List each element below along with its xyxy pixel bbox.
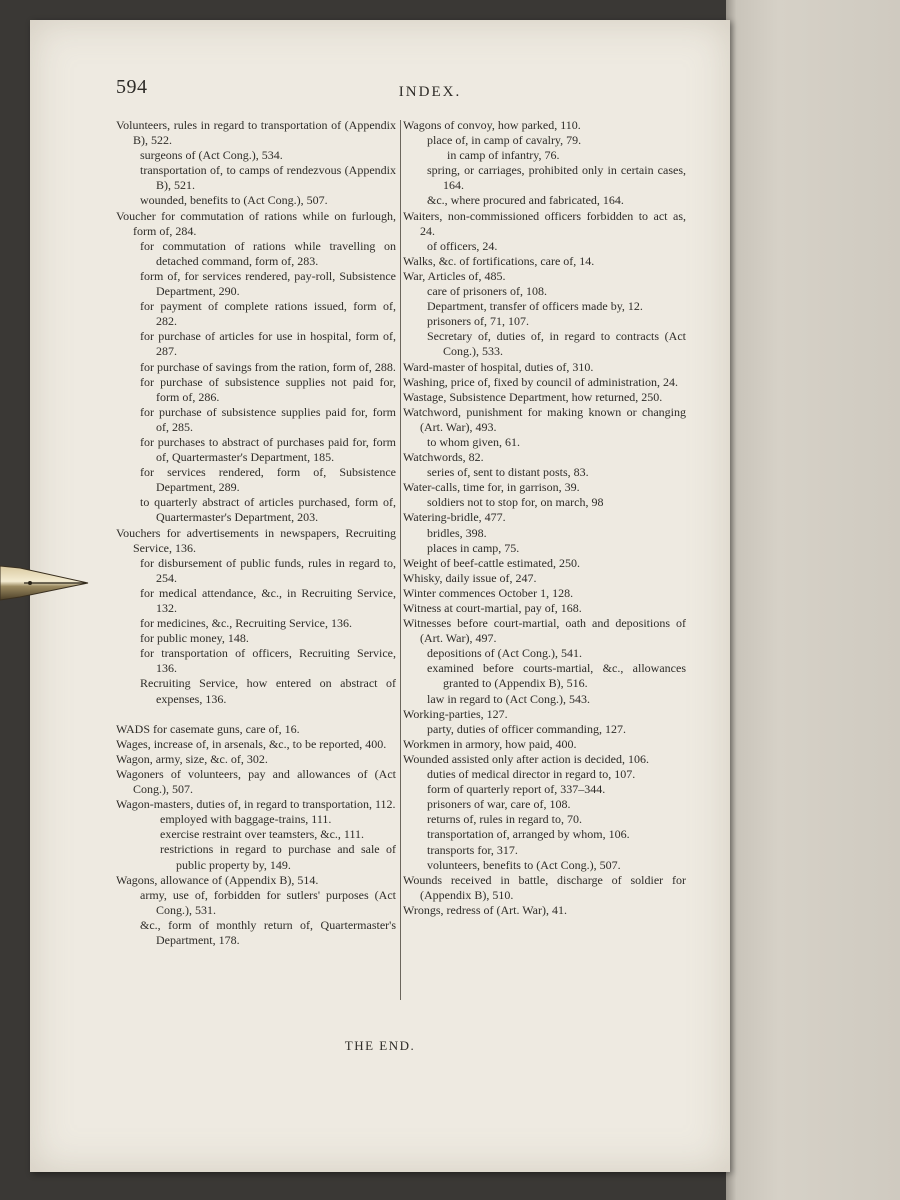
index-subentry: to whom given, 61. <box>427 434 520 449</box>
index-entry: Vouchers for advertisements in newspapers, Recruiting Service, 136. <box>116 525 396 555</box>
index-subentry: place of, in camp of cavalry, 79. <box>427 133 582 148</box>
index-subentry: for medicines, &c., Recruiting Service, 136. <box>140 616 352 631</box>
index-subentry: Secretary of, duties of, in regard to contracts (Act Cong.), 533. <box>427 329 686 359</box>
index-entry: Witness at court-martial, pay of, 168. <box>403 601 582 615</box>
index-subentry: transportation of, arranged by whom, 106. <box>427 827 630 842</box>
index-entry: Wounded assisted only after action is decided, 106. <box>403 751 649 766</box>
index-entry: Wagons of convoy, how parked, 110. <box>403 118 581 132</box>
index-entry: Witnesses before court-martial, oath and depositions of (Art. War), 497. <box>403 616 686 646</box>
index-entry: Washing, price of, fixed by council of administration, 24. <box>403 374 678 389</box>
index-entry: Wages, increase of, in arsenals, &c., to be reported, 400. <box>116 736 387 751</box>
index-subentry: form of, for services rendered, pay-roll, Subsistence Department, 290. <box>140 268 396 299</box>
index-entry: Volunteers, rules in regard to transportation of (Appendix B), 522. <box>116 118 396 148</box>
index-subentry: wounded, benefits to (Act Cong.), 507. <box>140 193 328 208</box>
index-subentry: for purchases to abstract of purchases paid for, form of, Quartermaster's Department, 185. <box>140 434 396 465</box>
index-entry: Wagon, army, size, &c. of, 302. <box>116 751 268 766</box>
index-subentry: transportation of, to camps of rendezvous (Appendix B), 521. <box>140 163 396 193</box>
index-subentry: Department, transfer of officers made by, 12. <box>427 299 643 314</box>
index-subentry: prisoners of war, care of, 108. <box>427 797 571 812</box>
index-column-right <box>403 118 686 918</box>
index-entry: Walks, &c. of fortifications, care of, 14. <box>403 253 595 268</box>
index-subentry: for purchase of subsistence supplies paid for, form of, 285. <box>140 404 396 434</box>
index-subentry: for purchase of savings from the ration, form of, 288. <box>140 359 396 374</box>
book-page <box>30 20 730 1172</box>
index-entry: Whisky, daily issue of, 247. <box>403 570 537 585</box>
index-subentry: series of, sent to distant posts, 83. <box>427 465 589 480</box>
index-subentry: to quarterly abstract of articles purchased, form of, Quartermaster's Department, 203. <box>140 495 396 525</box>
index-subentry: places in camp, 75. <box>427 540 520 555</box>
index-subentry: prisoners of, 71, 107. <box>427 314 529 329</box>
index-entry: Watering-bridle, 477. <box>403 510 506 525</box>
index-subentry: army, use of, forbidden for sutlers' purposes (Act Cong.), 531. <box>140 887 396 917</box>
index-subentry: restrictions in regard to purchase and sale of public property by, 149. <box>160 842 396 872</box>
index-subentry: for disbursement of public funds, rules in regard to, 254. <box>140 555 396 585</box>
index-entry: Wounds received in battle, discharge of soldier for (Appendix B), 510. <box>403 872 686 902</box>
index-subentry: volunteers, benefits to (Act Cong.), 507. <box>427 857 621 872</box>
index-subentry: &c., where procured and fabricated, 164. <box>427 193 624 208</box>
index-subentry: examined before courts-martial, &c., allowances granted to (Appendix B), 516. <box>427 661 686 691</box>
index-subentry: form of quarterly report of, 337–344. <box>427 782 606 797</box>
index-subentry: law in regard to (Act Cong.), 543. <box>427 691 590 706</box>
index-subentry: for commutation of rations while travelling on detached command, form of, 283. <box>140 238 396 268</box>
index-subentry: depositions of (Act Cong.), 541. <box>427 646 582 661</box>
index-subentry: &c., form of monthly return of, Quartermaster's Department, 178. <box>140 917 396 947</box>
index-entry: Watchword, punishment for making known or changing (Art. War), 493. <box>403 404 686 434</box>
index-subentry: care of prisoners of, 108. <box>427 284 547 299</box>
index-entry: Winter commences October 1, 128. <box>403 585 574 600</box>
index-subentry: for services rendered, form of, Subsistence Department, 289. <box>140 465 396 495</box>
index-subentry: Recruiting Service, how entered on abstract of expenses, 136. <box>140 676 396 706</box>
index-subentry: in camp of infantry, 76. <box>447 148 560 163</box>
index-entry: Voucher for commutation of rations while on furlough, form of, 284. <box>116 208 396 238</box>
index-entry: Watchwords, 82. <box>403 450 484 465</box>
index-entry: WADS for casemate guns, care of, 16. <box>116 721 300 736</box>
index-subentry: of officers, 24. <box>427 238 498 253</box>
index-subentry: for transportation of officers, Recruiting Service, 136. <box>140 646 396 676</box>
column-divider <box>400 120 401 1000</box>
index-entry: Ward-master of hospital, duties of, 310. <box>403 359 594 374</box>
index-subentry: surgeons of (Act Cong.), 534. <box>140 148 283 163</box>
index-entry: Wastage, Subsistence Department, how returned, 250. <box>403 389 663 404</box>
index-subentry: duties of medical director in regard to, 107. <box>427 767 636 782</box>
index-subentry: party, duties of officer commanding, 127. <box>427 721 626 736</box>
entry-gap <box>116 707 396 722</box>
index-column-left <box>116 118 396 948</box>
index-subentry: soldiers not to stop for, on march, 98 <box>427 495 604 510</box>
index-entry: Working-parties, 127. <box>403 706 508 721</box>
index-subentry: for payment of complete rations issued, form of, 282. <box>140 299 396 329</box>
index-entry: Wagoners of volunteers, pay and allowances of (Act Cong.), 507. <box>116 766 396 797</box>
index-entry: Workmen in armory, how paid, 400. <box>403 736 577 751</box>
index-entry: Wagons, allowance of (Appendix B), 514. <box>116 872 319 887</box>
running-head: INDEX. <box>398 84 462 100</box>
index-subentry: for purchase of subsistence supplies not paid for, form of, 286. <box>140 374 396 404</box>
index-entry: Water-calls, time for, in garrison, 39. <box>403 480 580 495</box>
index-subentry: spring, or carriages, prohibited only in certain cases, 164. <box>427 163 686 193</box>
index-subentry: employed with baggage-trains, 111. <box>160 812 332 827</box>
index-entry: Wagon-masters, duties of, in regard to transportation, 112. <box>116 797 396 812</box>
index-entry: Weight of beef-cattle estimated, 250. <box>403 555 580 570</box>
index-subentry: transports for, 317. <box>427 842 518 857</box>
index-subentry: bridles, 398. <box>427 525 487 540</box>
index-entry: Wrongs, redress of (Art. War), 41. <box>403 902 567 917</box>
pen-pointer-icon <box>0 560 95 606</box>
index-entry: War, Articles of, 485. <box>403 268 506 283</box>
page-number: 594 <box>116 76 148 98</box>
index-subentry: for purchase of articles for use in hospital, form of, 287. <box>140 329 396 359</box>
the-end-text: THE END. <box>344 1038 416 1053</box>
index-subentry: returns of, rules in regard to, 70. <box>427 812 582 827</box>
index-subentry: for medical attendance, &c., in Recruiting Service, 132. <box>140 585 396 615</box>
index-subentry: for public money, 148. <box>140 631 249 646</box>
index-subentry: exercise restraint over teamsters, &c., 111. <box>160 827 365 842</box>
index-entry: Waiters, non-commissioned officers forbidden to act as, 24. <box>403 208 686 238</box>
backdrop-book-edge <box>726 0 900 1200</box>
